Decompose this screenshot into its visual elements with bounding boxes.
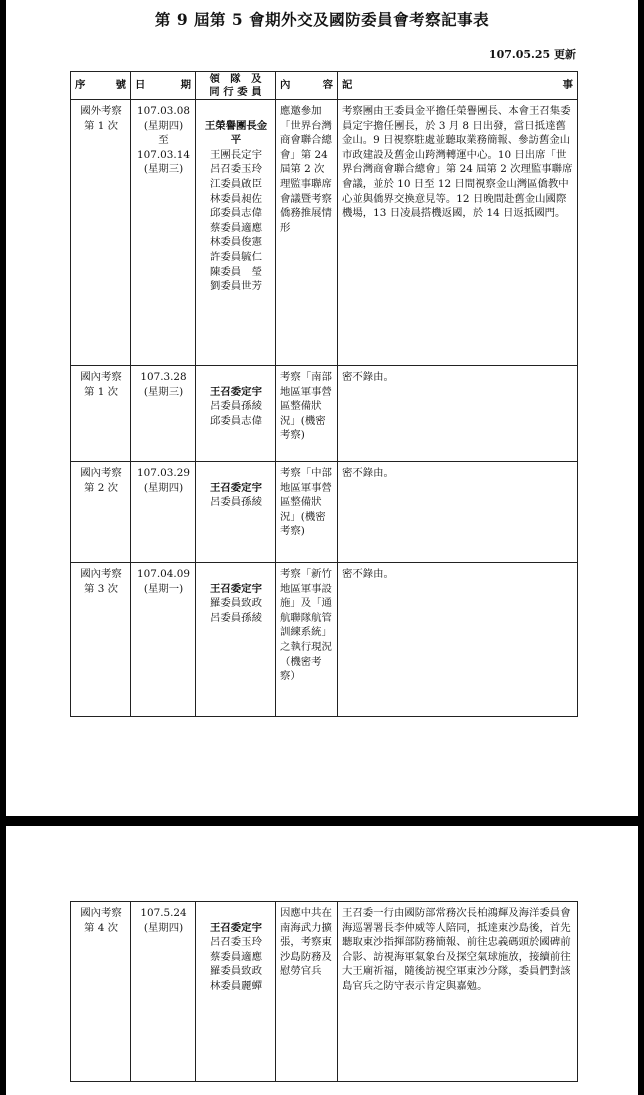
cell-seq: 國外考察 第 1 次 [71,100,131,366]
cell-leader: 王召委定宇 羅委員致政 呂委員孫綾 [196,563,276,717]
cell-seq: 國內考察 第 1 次 [71,366,131,462]
header-content: 內 容 [276,72,338,100]
cell-leader: 王召委定宇 呂召委玉玲 蔡委員適應 羅委員致政 林委員麗蟬 [196,902,276,1082]
cell-date: 107.3.28 (星期三) [131,366,196,462]
cell-leader: 王榮譽團長金平 王團長定宇 呂召委玉玲 江委員啟臣 林委員昶佐 邱委員志偉 蔡委員適應 林委員俊憲 許委員毓仁 陳委員 瑩 劉委員世芳 [196,100,276,366]
cell-content: 考察「南部地區軍事營區整備狀況」(機密考察) [276,366,338,462]
table-row [71,100,578,366]
cell-date: 107.03.29 (星期四) [131,462,196,563]
cell-content: 應邀參加「世界台灣商會聯合總會」第 24 屆第 2 次理監事聯席會議暨考察僑務推展情形 [276,100,338,366]
table-row [71,462,578,563]
table-row [71,366,578,462]
header-notes: 記 事 [338,72,578,100]
cell-content: 因應中共在南海武力擴張，考察東沙島防務及慰勞官兵 [276,902,338,1082]
cell-date: 107.04.09 (星期一) [131,563,196,717]
cell-content: 考察「中部地區軍事營區整備狀況」(機密考察) [276,462,338,563]
cell-seq: 國內考察 第 4 次 [71,902,131,1082]
cell-seq: 國內考察 第 3 次 [71,563,131,717]
inspection-table-continued [70,901,578,1082]
cell-date: 107.03.08 (星期四) 至 107.03.14 (星期三) [131,100,196,366]
cell-notes: 密不錄由。 [338,462,578,563]
cell-notes: 考察團由王委員金平擔任榮譽團長、本會王召集委員定宇擔任團長，於 3 月 8 日出發，當日抵達舊金山。9 日視察駐處並聽取業務簡報、參訪舊金山市政建設及舊金山跨灣轉運中心。10 日出席「世界台灣商會聯合總會」第 24 屆第 2 次理監事聯席會議，並於 10 日至 12 日間視察金山灣區僑教中心並與僑界交換意見等。12 日晚間赴舊金山國際機場，13 日凌晨搭機返國，於 14 日返抵國門。 [338,100,578,366]
table-row [71,902,578,1082]
document-page-1 [6,0,638,816]
cell-notes: 王召委一行由國防部常務次長柏鴻輝及海洋委員會海巡署署長李仲威等人陪同，抵達東沙島後，首先聽取東沙指揮部防務簡報、前往忠義碼頭於國碑前合影、訪視海軍氣象台及探空氣球施放，接續前往大王廟祈福，隨後訪視空軍東沙分隊，委員們對該島官兵之防守表示肯定與嘉勉。 [338,902,578,1082]
cell-content: 考察「新竹地區軍事設施」及「通航聯隊航管訓練系統」之執行現況（機密考察） [276,563,338,717]
cell-notes: 密不錄由。 [338,366,578,462]
update-note: 107.05.25 更新 [488,48,576,61]
cell-notes: 密不錄由。 [338,563,578,717]
cell-leader: 王召委定宇 呂委員孫綾 [196,462,276,563]
document-title: 第 9 屆第 5 會期外交及國防委員會考察記事表 [154,10,490,29]
cell-date: 107.5.24 (星期四) [131,902,196,1082]
inspection-table [70,71,578,717]
document-page-2 [6,826,638,1095]
cell-seq: 國內考察 第 2 次 [71,462,131,563]
header-leader: 領 隊 及 同 行 委 員 [196,72,276,100]
table-row [71,563,578,717]
table-header-row [71,72,578,100]
cell-leader: 王召委定宇 呂委員孫綾 邱委員志偉 [196,366,276,462]
header-date: 日 期 [131,72,196,100]
header-seq: 序 號 [71,72,131,100]
